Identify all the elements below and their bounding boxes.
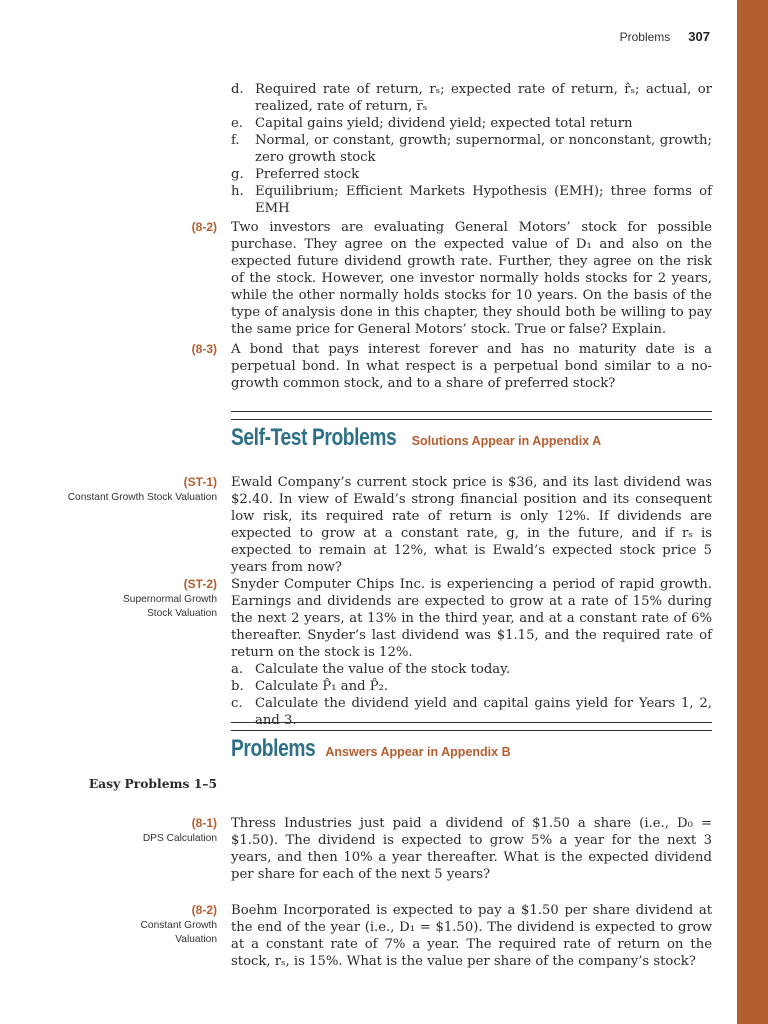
header-section: Problems bbox=[619, 30, 671, 44]
easy-problems-label: Easy Problems 1–5 bbox=[88, 776, 217, 791]
problem-text: Ewald Company’s current stock price is $36, and its last dividend was $2.40. In view of Ewald’s strong financial position and its consequent low risk, its required rate of return is only 12%. If dividends are expected to grow at a constant rate, g, in the future, and if rₛ is expected to remain at 12%, what is Ewald’s expected stock price 5 years from now? bbox=[231, 475, 712, 575]
list-item: g. Preferred stock bbox=[231, 167, 360, 182]
problem-label bbox=[60, 902, 217, 947]
problem-text: Boehm Incorporated is expected to pay a $1.50 per share dividend at the end of the year (i.e., D₁ = $1.50). The dividend is expected to grow at a constant rate of 7% a year. The required rate of return on the stock, rₛ, is 15%. What is the value per share of the company’s stock? bbox=[231, 903, 712, 969]
problems-heading bbox=[231, 735, 511, 763]
list-item: d. Required rate of return, rₛ; expected rate of return, r̂ₛ; actual, or realized, rate of return, r̅ₛ bbox=[231, 82, 712, 114]
question-label bbox=[60, 219, 217, 236]
problem-number: (ST-1) bbox=[183, 475, 217, 489]
section-rule bbox=[231, 730, 712, 731]
problem-number: (ST-2) bbox=[183, 577, 217, 591]
list-item: f. Normal, or constant, growth; supernormal, or nonconstant, growth; zero growth stock bbox=[231, 133, 712, 165]
question-label bbox=[60, 341, 217, 358]
list-item: b. Calculate P̂₁ and P̂₂. bbox=[231, 679, 389, 694]
section-title: Problems bbox=[231, 735, 316, 762]
section-title: Self-Test Problems bbox=[231, 424, 397, 451]
list-item: c. Calculate the dividend yield and capital gains yield for Years 1, 2, and 3. bbox=[231, 696, 712, 728]
section-subtitle: Answers Appear in Appendix B bbox=[325, 745, 511, 759]
problem-text: Snyder Computer Chips Inc. is experiencing a period of rapid growth. Earnings and dividends are expected to grow at a rate of 15% during the next 2 years, at 13% in the third year, and at a constant rate of 6% thereafter. Snyder’s last dividend was $1.15, and the required rate of return on the stock is 12%. a. Calculate the value of the stock today. b. Calculate P̂₁ and P̂₂. c. Calculate the dividend yield and capital gains yield for Years 1, 2, and 3. bbox=[231, 577, 712, 728]
problem-number: (8-1) bbox=[191, 816, 217, 830]
problem-label bbox=[60, 815, 217, 846]
page-number: 307 bbox=[688, 29, 710, 44]
self-test-heading bbox=[231, 424, 601, 452]
section-rule bbox=[231, 722, 712, 723]
problem-text: Thress Industries just paid a dividend of $1.50 a share (i.e., D₀ = $1.50). The dividend is expected to grow 5% a year for the next 3 years, and then 10% a year thereafter. What is the expected dividend per share for each of the next 5 years? bbox=[231, 816, 712, 882]
problem-topic: Constant Growth Stock Valuation bbox=[67, 492, 217, 503]
question-number: (8-3) bbox=[191, 342, 217, 356]
problem-topic: Constant Growth Valuation bbox=[140, 920, 217, 945]
section-rule bbox=[231, 411, 712, 412]
problem-topic: Supernormal Growth Stock Valuation bbox=[123, 594, 217, 619]
problem-topic: DPS Calculation bbox=[142, 833, 217, 844]
questions-list bbox=[231, 81, 712, 217]
question-text: A bond that pays interest forever and has no maturity date is a perpetual bond. In what respect is a perpetual bond similar to a no-growth common stock, and to a share of preferred stock? bbox=[231, 342, 712, 391]
question-number: (8-2) bbox=[191, 220, 217, 234]
question-text: Two investors are evaluating General Motors’ stock for possible purchase. They agree on the expected value of D₁ and also on the expected future dividend growth rate. Further, they agree on the risk of the stock. However, one investor normally holds stocks for 2 years, while the other normally holds stocks for 10 years. On the basis of the type of analysis done in this chapter, they should both be willing to pay the same price for General Motors’ stock. True or false? Explain. bbox=[231, 220, 712, 337]
running-header bbox=[620, 29, 710, 44]
list-item: h. Equilibrium; Efficient Markets Hypothesis (EMH); three forms of EMH bbox=[231, 184, 712, 216]
problem-number: (8-2) bbox=[191, 903, 217, 917]
list-item: e. Capital gains yield; dividend yield; expected total return bbox=[231, 116, 633, 131]
problem-label bbox=[60, 576, 217, 621]
section-rule bbox=[231, 419, 712, 420]
problem-label bbox=[60, 474, 217, 505]
section-subtitle: Solutions Appear in Appendix A bbox=[411, 434, 602, 448]
list-item: a. Calculate the value of the stock today. bbox=[231, 662, 511, 677]
chapter-edge-band bbox=[737, 0, 768, 1024]
